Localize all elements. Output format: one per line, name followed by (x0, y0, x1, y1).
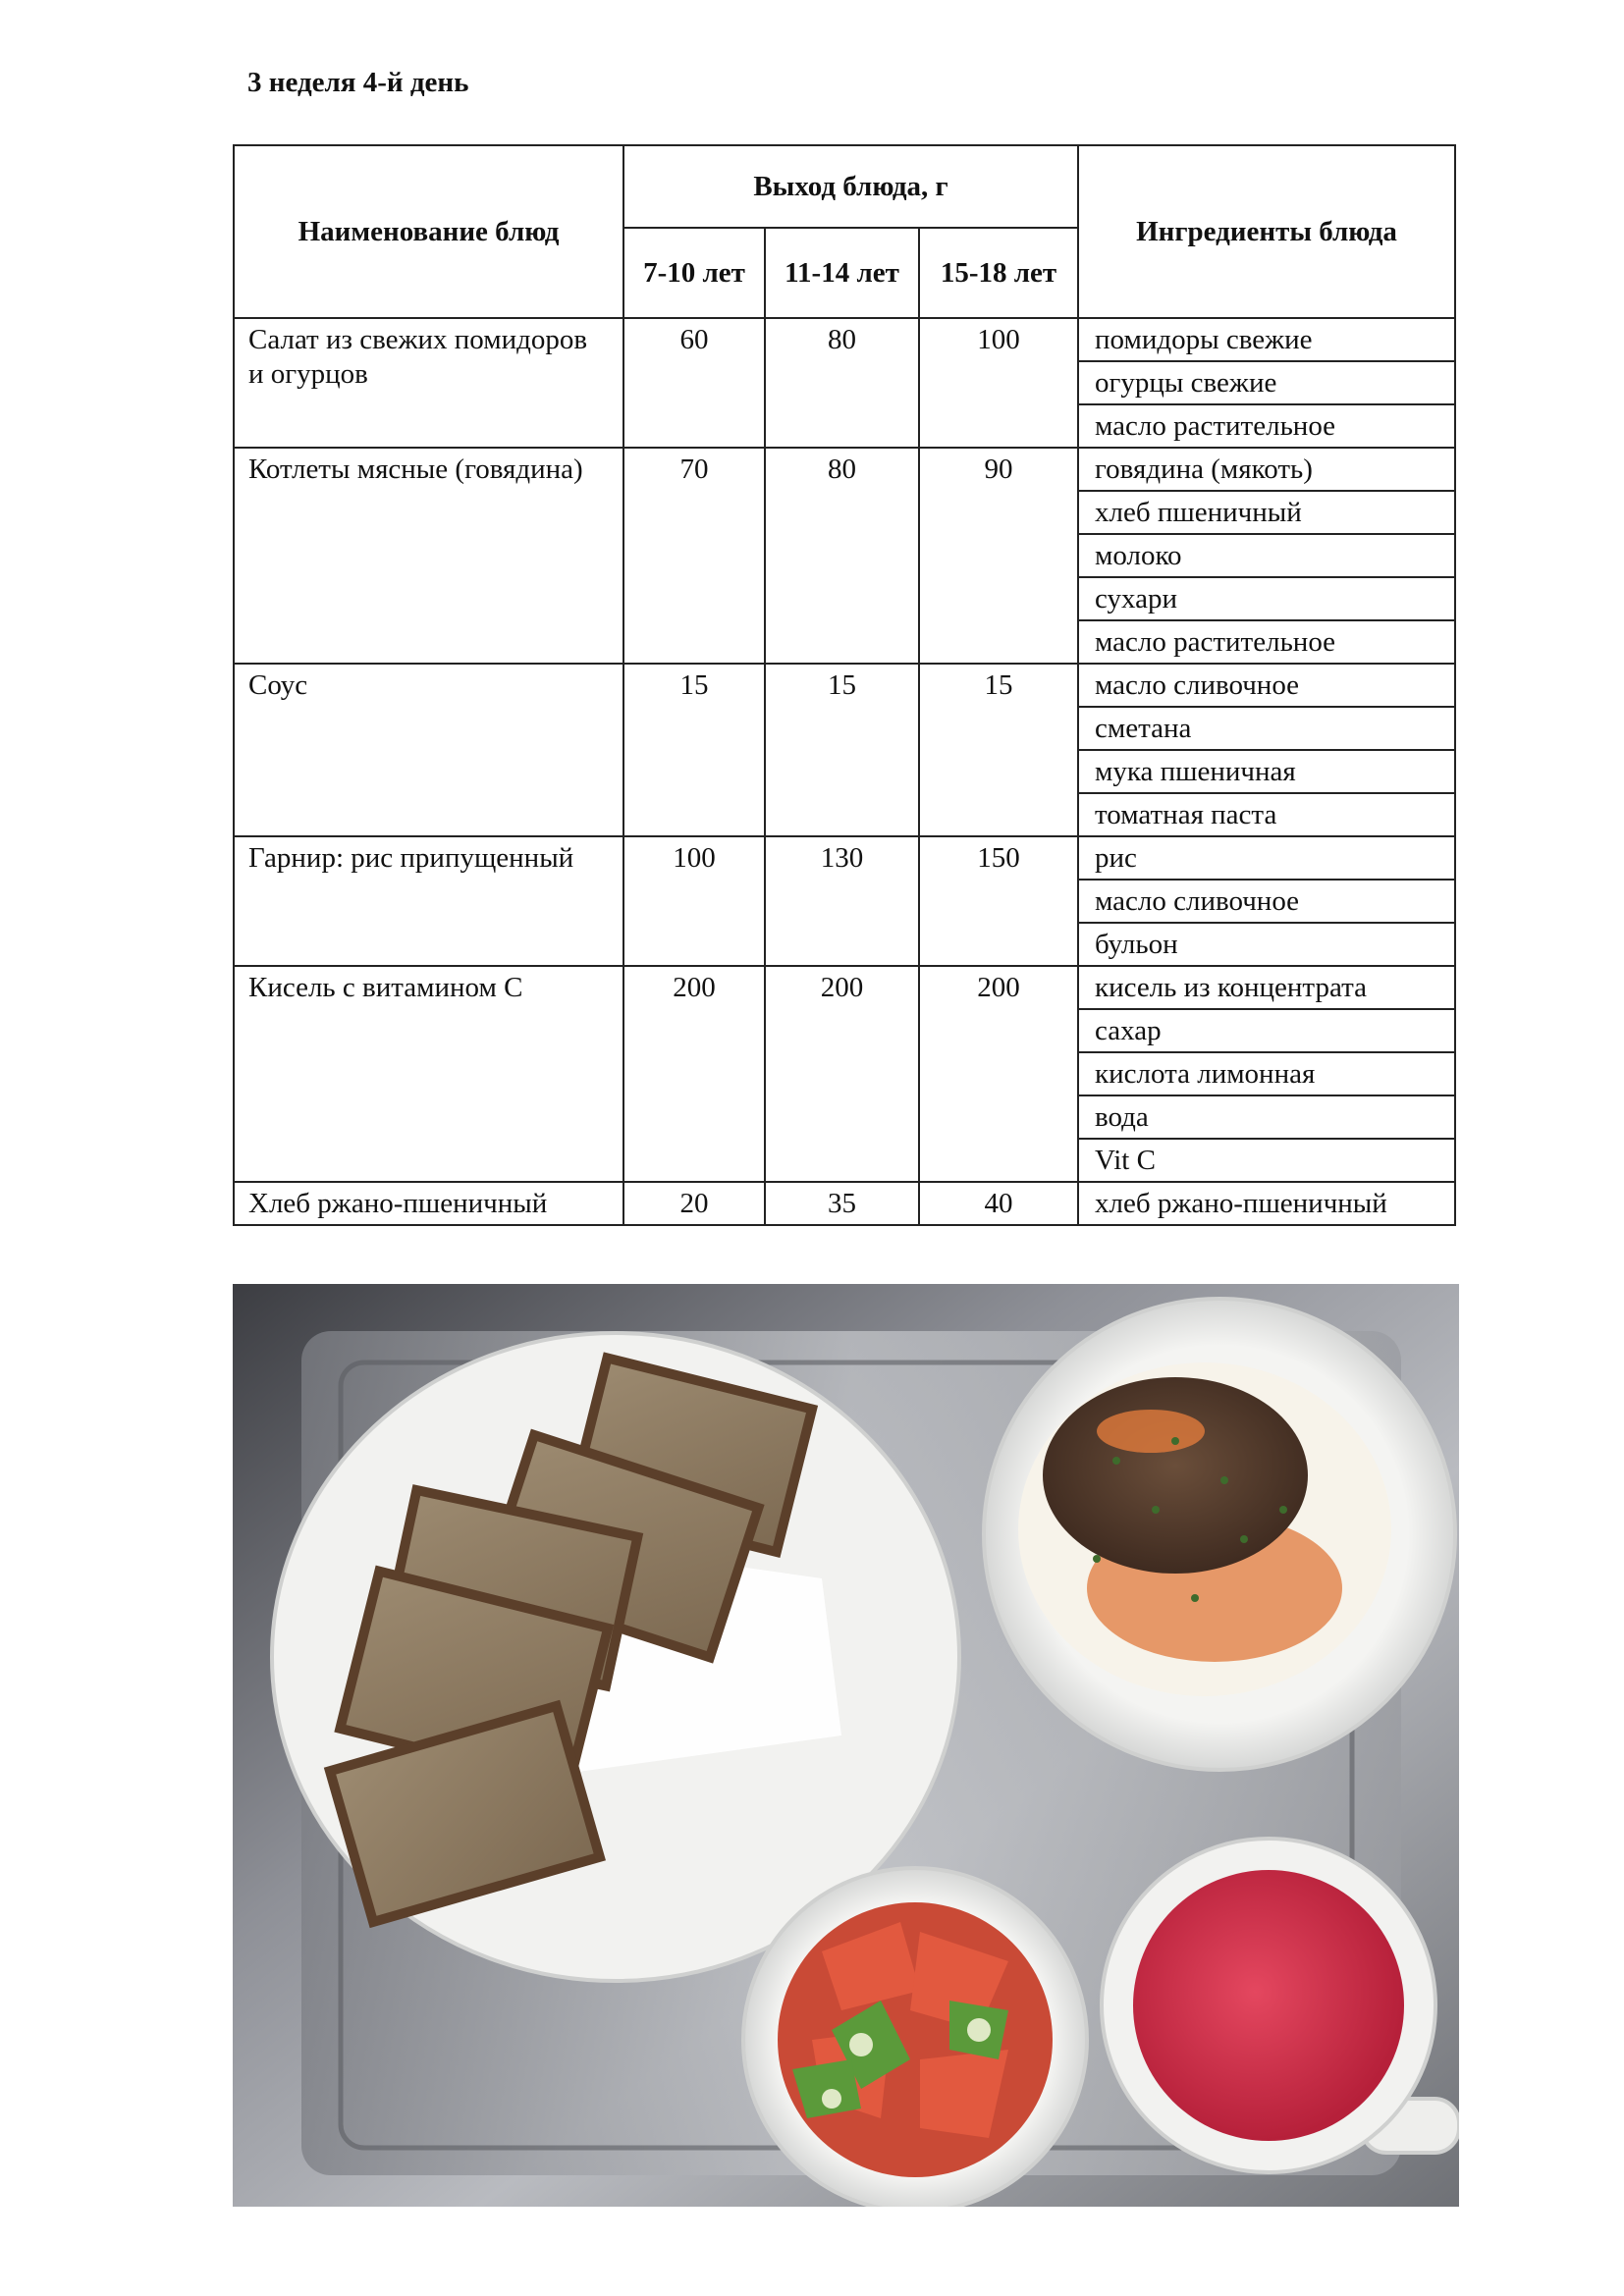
output-y15-18: 200 (919, 966, 1078, 1182)
ingredient-list (1079, 319, 1454, 447)
output-y11-14: 80 (765, 318, 919, 448)
ingredients-cell (1078, 318, 1455, 448)
output-y11-14: 80 (765, 448, 919, 664)
output-y7-10: 20 (623, 1182, 765, 1225)
dish-name: Хлеб ржано-пшеничный (234, 1182, 623, 1225)
ingredient-item: томатная паста (1079, 792, 1454, 835)
output-y15-18: 100 (919, 318, 1078, 448)
ingredient-item: огурцы свежие (1079, 360, 1454, 403)
ingredients-cell (1078, 836, 1455, 966)
output-y11-14: 15 (765, 664, 919, 836)
ingredient-item: вода (1079, 1095, 1454, 1138)
ingredient-list (1079, 665, 1454, 835)
ingredient-item: сухари (1079, 576, 1454, 619)
header-age-15-18: 15-18 лет (919, 228, 1078, 318)
menu-table (233, 144, 1456, 1226)
dish-name: Кисель с витамином С (234, 966, 623, 1182)
dish-name: Гарнир: рис припущенный (234, 836, 623, 966)
header-age-7-10: 7-10 лет (623, 228, 765, 318)
dish-name: Котлеты мясные (говядина) (234, 448, 623, 664)
output-y15-18: 40 (919, 1182, 1078, 1225)
ingredient-item: масло растительное (1079, 619, 1454, 663)
ingredient-item: масло сливочное (1079, 879, 1454, 922)
ingredient-item: сметана (1079, 706, 1454, 749)
table-row (234, 448, 1455, 664)
ingredient-item: молоко (1079, 533, 1454, 576)
header-age-11-14: 11-14 лет (765, 228, 919, 318)
ingredient-item: сахар (1079, 1008, 1454, 1051)
ingredient-list (1079, 837, 1454, 965)
ingredient-item: масло растительное (1079, 403, 1454, 447)
output-y7-10: 60 (623, 318, 765, 448)
output-y11-14: 130 (765, 836, 919, 966)
ingredient-item: кисель из концентрата (1095, 972, 1367, 1003)
output-y15-18: 15 (919, 664, 1078, 836)
output-y15-18: 90 (919, 448, 1078, 664)
table-row (234, 836, 1455, 966)
ingredients-cell (1078, 966, 1455, 1182)
ingredients-cell (1078, 448, 1455, 664)
table-row (234, 1182, 1455, 1225)
ingredient-item: масло сливочное (1095, 669, 1300, 701)
table-row (234, 966, 1455, 1182)
output-y15-18: 150 (919, 836, 1078, 966)
ingredient-item: рис (1095, 842, 1137, 874)
ingredient-item: говядина (мякоть) (1095, 454, 1313, 485)
ingredient-item: мука пшеничная (1079, 749, 1454, 792)
ingredient-item: Vit C (1079, 1138, 1454, 1181)
ingredient-item: хлеб ржано-пшеничный (1095, 1188, 1387, 1219)
ingredient-item: хлеб пшеничный (1079, 490, 1454, 533)
header-output: Выход блюда, г (623, 145, 1078, 228)
dish-name: Салат из свежих помидоров и огурцов (234, 318, 623, 448)
output-y11-14: 200 (765, 966, 919, 1182)
output-y7-10: 15 (623, 664, 765, 836)
ingredient-item: бульон (1079, 922, 1454, 965)
cutlet-rice-bowl (984, 1299, 1455, 1770)
menu-table-body (234, 318, 1455, 1225)
ingredient-list (1079, 1183, 1454, 1224)
salad-bowl (743, 1868, 1087, 2207)
ingredient-list (1079, 449, 1454, 663)
dish-name: Соус (234, 664, 623, 836)
output-y7-10: 100 (623, 836, 765, 966)
food-tray-photo (233, 1284, 1459, 2207)
ingredients-cell (1078, 1182, 1455, 1225)
page-title: 3 неделя 4-й день (247, 67, 469, 98)
ingredient-list (1079, 967, 1454, 1181)
header-ingredients: Ингредиенты блюда (1078, 145, 1455, 318)
output-y7-10: 70 (623, 448, 765, 664)
ingredient-item: помидоры свежие (1095, 324, 1313, 355)
table-row (234, 318, 1455, 448)
header-dish-name: Наименование блюд (234, 145, 623, 318)
ingredient-item: кислота лимонная (1079, 1051, 1454, 1095)
output-y11-14: 35 (765, 1182, 919, 1225)
output-y7-10: 200 (623, 966, 765, 1182)
ingredients-cell (1078, 664, 1455, 836)
table-row (234, 664, 1455, 836)
